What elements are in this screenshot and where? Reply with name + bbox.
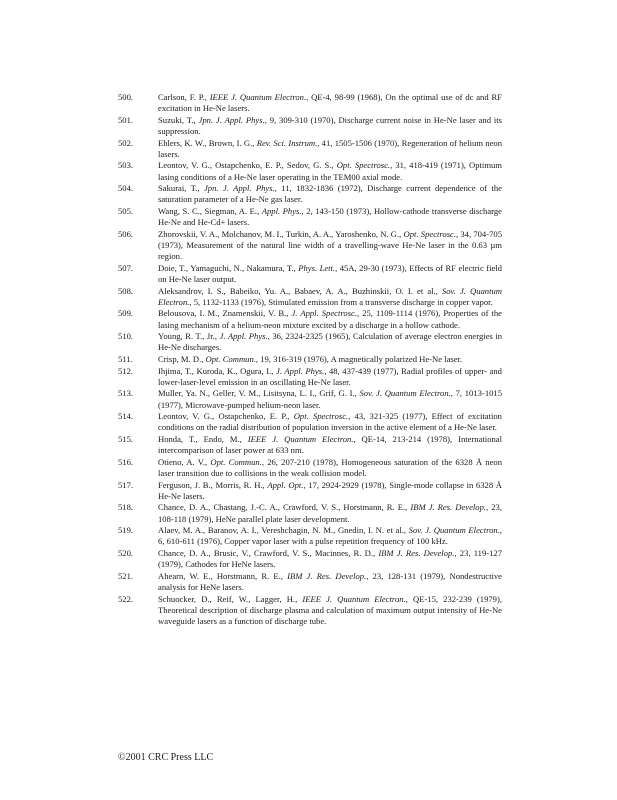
reference-details: , QE-15, 232-239 (1979), Theoretical description of discharge plasma and calculation of maximum output intensity of He-Ne waveguide lasers as a function of discharge tube. <box>158 593 502 626</box>
copyright-footer: ©2001 CRC Press LLC <box>118 752 214 763</box>
reference-details: , 7, 1013-1015 (1977), Microwave-pumped helium-neon laser. <box>158 388 503 410</box>
reference-details: , 19, 316-319 (1976), A magnetically polarized He-Ne laser. <box>255 353 463 364</box>
reference-journal: Appl. Opt. <box>267 479 304 490</box>
reference-journal: IBM J. Res. Develop. <box>410 502 487 513</box>
reference-number: 520. <box>118 547 134 558</box>
reference-number: 519. <box>118 525 134 536</box>
reference-journal: Opt. Spectrosc. <box>336 160 391 171</box>
reference-journal: J. Appl. Phys. <box>219 331 268 342</box>
reference-item <box>118 480 502 502</box>
reference-journal: Phys. Lett. <box>298 262 336 273</box>
reference-item <box>118 115 502 137</box>
reference-item <box>118 160 502 182</box>
reference-number: 500. <box>118 92 134 102</box>
reference-details: , QE-4, 98-99 (1968), On the optimal use of dc and RF excitation in He-Ne lasers. <box>158 92 502 114</box>
reference-authors: Chance, D. A., Chastang, J.-C. A., Crawford, V. S., Horstmann, R. E., <box>158 502 411 513</box>
reference-text <box>158 571 502 593</box>
reference-text <box>158 434 502 456</box>
reference-text <box>158 366 502 388</box>
reference-journal: J. Appl. Spectrosc. <box>291 308 357 319</box>
reference-details: , 34, 704-705 (1973), Measurement of the natural line width of a travelling-wave He-Ne laser in the 0.63 µm region. <box>158 228 502 262</box>
reference-text <box>158 457 502 479</box>
reference-number: 502. <box>118 137 134 148</box>
reference-item <box>118 206 502 228</box>
reference-text <box>158 502 502 524</box>
reference-item <box>118 411 502 433</box>
reference-number: 503. <box>118 160 134 171</box>
reference-text <box>158 354 502 365</box>
reference-number: 515. <box>118 433 134 444</box>
reference-journal: Opt. Spectrosc. <box>293 411 349 422</box>
reference-authors: Doie, T., Yamaguchi, N., Nakamura, T., <box>158 262 299 273</box>
reference-journal: IBM J. Res. Develop. <box>287 570 367 581</box>
reference-details: , 36, 2324-2325 (1965), Calculation of average electron energies in He-Ne discharges. <box>158 331 503 353</box>
reference-journal: J. Appl. Phys. <box>276 365 325 376</box>
reference-number: 510. <box>118 331 134 342</box>
reference-authors: Otieno, A. V., <box>158 456 211 467</box>
reference-item <box>118 286 502 308</box>
reference-number: 501. <box>118 114 134 125</box>
reference-authors: Chance, D. A., Brusic, V., Crawford, V. S., Macinnes, R. D., <box>158 547 379 558</box>
reference-item <box>118 331 502 353</box>
reference-authors: Leontov, V. G., Ostapchenko, E. P., Sedov, G. S., <box>158 160 337 171</box>
reference-details: , 2, 143-150 (1973), Hollow-cathode transverse discharge He-Ne and He-Cd+ lasers. <box>158 205 502 228</box>
reference-number: 505. <box>118 205 134 216</box>
reference-details: , 31, 418-419 (1971), Optimum lasing conditions of a He-Ne laser operating in the TEM00 axial mode. <box>158 160 502 182</box>
reference-number: 507. <box>118 262 134 273</box>
reference-text <box>158 138 502 160</box>
reference-item <box>118 571 502 593</box>
reference-number: 512. <box>118 365 134 376</box>
reference-item <box>118 457 502 479</box>
reference-journal: IEEE J. Quantum Electron. <box>247 433 354 444</box>
reference-number: 521. <box>118 570 134 581</box>
reference-number: 504. <box>118 183 134 194</box>
reference-authors: Ferguson, J. B., Morris, R. H., <box>158 479 268 490</box>
reference-text <box>158 480 502 502</box>
reference-authors: Ehlers, K. W., Brown, I. G., <box>158 137 257 148</box>
reference-authors: Carlson, F. P., <box>158 92 210 102</box>
reference-item <box>118 308 502 330</box>
reference-text <box>158 160 502 182</box>
reference-item <box>118 354 502 365</box>
reference-details: , 23, 108-118 (1979), HeNe parallel plate laser development. <box>158 502 503 524</box>
reference-journal: Rev. Sci. Instrum. <box>256 137 318 148</box>
reference-number: 517. <box>118 479 134 490</box>
reference-details: , 9, 309-310 (1970), Discharge current noise in He-Ne laser and its suppression. <box>158 114 503 136</box>
reference-journal: Opt. Commun. <box>210 456 262 467</box>
reference-journal: IEEE J. Quantum Electron. <box>209 92 307 102</box>
reference-item <box>118 229 502 263</box>
reference-item <box>118 502 502 524</box>
reference-authors: Crisp, M. D., <box>158 353 206 364</box>
reference-text <box>158 308 502 330</box>
reference-details: , 43, 321-325 (1977), Effect of excitation conditions on the radial distribution of population inversion in the active element of a He-Ne laser. <box>158 411 502 433</box>
reference-text <box>158 525 502 547</box>
reference-journal: IBM J. Res. Develop. <box>378 547 455 558</box>
reference-item <box>118 183 502 205</box>
reference-journal: Sov. J. Quantum Electron. <box>408 525 500 536</box>
reference-text <box>158 263 502 285</box>
reference-text <box>158 229 502 263</box>
reference-number: 506. <box>118 228 134 239</box>
reference-text <box>158 115 502 137</box>
reference-details: , 48, 437-439 (1977), Radial profiles of upper- and lower-laser-level emission in an oscillating He-Ne laser. <box>158 365 502 387</box>
reference-authors: Ahearn, W. E., Horstmann, R. E., <box>158 570 288 581</box>
reference-text <box>158 411 502 433</box>
reference-authors: Alaev, M. A., Baranov, A. I., Vereshchagin, N. M., Gnedin, I. N. et al., <box>158 525 409 536</box>
reference-authors: Muller, Ya. N., Geller, V. M., Lisitsyna, L. I., Grif, G. I., <box>158 388 360 399</box>
reference-details: , 26, 207-210 (1978), Homogeneous saturation of the 6328 Å neon laser transition due to collisions in the weak collision model. <box>158 456 502 478</box>
reference-authors: Sakurai, T., <box>158 183 204 194</box>
reference-details: , 41, 1505-1506 (1970), Regeneration of helium neon lasers. <box>158 137 502 159</box>
reference-details: , 45A, 29-30 (1973), Effects of RF electric field on He-Ne laser output. <box>158 262 502 284</box>
reference-details: , 11, 1832-1836 (1972), Discharge current dependence of the saturation parameter of a He-Ne gas laser. <box>158 183 502 205</box>
reference-item <box>118 388 502 410</box>
reference-authors: Zhorovskii, V. A., Molchanov, M. I., Turkin, A. A., Yaroshenko, N. G., <box>158 228 404 239</box>
reference-number: 508. <box>118 285 134 296</box>
reference-authors: Aleksandrov, I. S., Babeiko, Yu. A., Babaev, A. A., Buzhinskii, O. I. et al., <box>158 285 442 296</box>
reference-details: , 17, 2924-2929 (1978), Single-mode collapse in 6328 Å He-Ne lasers. <box>158 479 502 501</box>
reference-journal: Opt. Spectrosc. <box>403 228 457 239</box>
reference-journal: Jpn. J. Appl. Phys. <box>198 114 265 125</box>
reference-authors: Wang, S. C., Siegman, A. E., <box>158 205 262 216</box>
reference-text <box>158 92 502 114</box>
reference-details: , 5, 1132-1133 (1976), Stimulated emission from a transverse discharge in copper vapor. <box>189 296 493 307</box>
reference-item <box>118 525 502 547</box>
reference-item <box>118 434 502 456</box>
reference-text <box>158 183 502 205</box>
reference-journal: Jpn. J. Appl. Phys. <box>203 183 275 194</box>
reference-item <box>118 263 502 285</box>
reference-details: , 23, 119-127 (1979), Cathodes for HeNe lasers. <box>158 547 503 570</box>
reference-item <box>118 138 502 160</box>
reference-details: , 6, 610-611 (1976), Copper vapor laser with a pulse repetition frequency of 100 kHz. <box>158 525 503 547</box>
reference-number: 518. <box>118 502 134 513</box>
reference-text <box>158 548 502 570</box>
reference-number: 516. <box>118 456 134 467</box>
reference-journal: IEEE J. Quantum Electron. <box>302 593 406 604</box>
reference-details: , 23, 128-131 (1979), Nondestructive analysis for HeNe lasers. <box>158 570 502 592</box>
reference-text <box>158 594 502 628</box>
reference-number: 509. <box>118 308 134 319</box>
reference-text <box>158 388 502 410</box>
reference-list <box>118 92 502 628</box>
reference-text <box>158 286 502 308</box>
reference-journal: Sov. J. Quantum Electron. <box>158 285 502 307</box>
reference-authors: Belousova, I. M., Znamenskii, V. B., <box>158 308 292 319</box>
reference-item <box>118 594 502 628</box>
reference-text <box>158 206 502 228</box>
reference-text <box>158 331 502 353</box>
reference-authors: Honda, T., Endo, M., <box>158 433 248 444</box>
reference-journal: Sov. J. Quantum Electron. <box>359 388 451 399</box>
reference-number: 511. <box>118 353 133 364</box>
reference-journal: Appl. Phys. <box>261 205 302 216</box>
reference-authors: Schuocker, D., Reif, W., Lagger, H., <box>158 593 303 604</box>
reference-item <box>118 366 502 388</box>
reference-details: , QE-14, 213-214 (1978), International intercomparison of laser power at 633 nm. <box>158 433 502 456</box>
reference-authors: Suzuki, T., <box>158 114 199 125</box>
reference-number: 514. <box>118 411 134 422</box>
reference-journal: Opt. Commun. <box>205 353 256 364</box>
reference-item <box>118 548 502 570</box>
reference-authors: Leontov, V. G., Ostapchenko, E. P., <box>158 411 294 422</box>
reference-authors: Young, R. T., Jr., <box>158 331 220 342</box>
reference-item <box>118 92 502 114</box>
reference-number: 522. <box>118 593 134 604</box>
reference-authors: Ihjima, T., Kuroda, K., Ogura, I., <box>158 365 277 376</box>
reference-number: 513. <box>118 388 134 399</box>
reference-details: , 25, 1109-1114 (1976), Properties of the lasing mechanism of a helium-neon mixture excited by a discharge in a hollow cathode. <box>158 308 502 330</box>
